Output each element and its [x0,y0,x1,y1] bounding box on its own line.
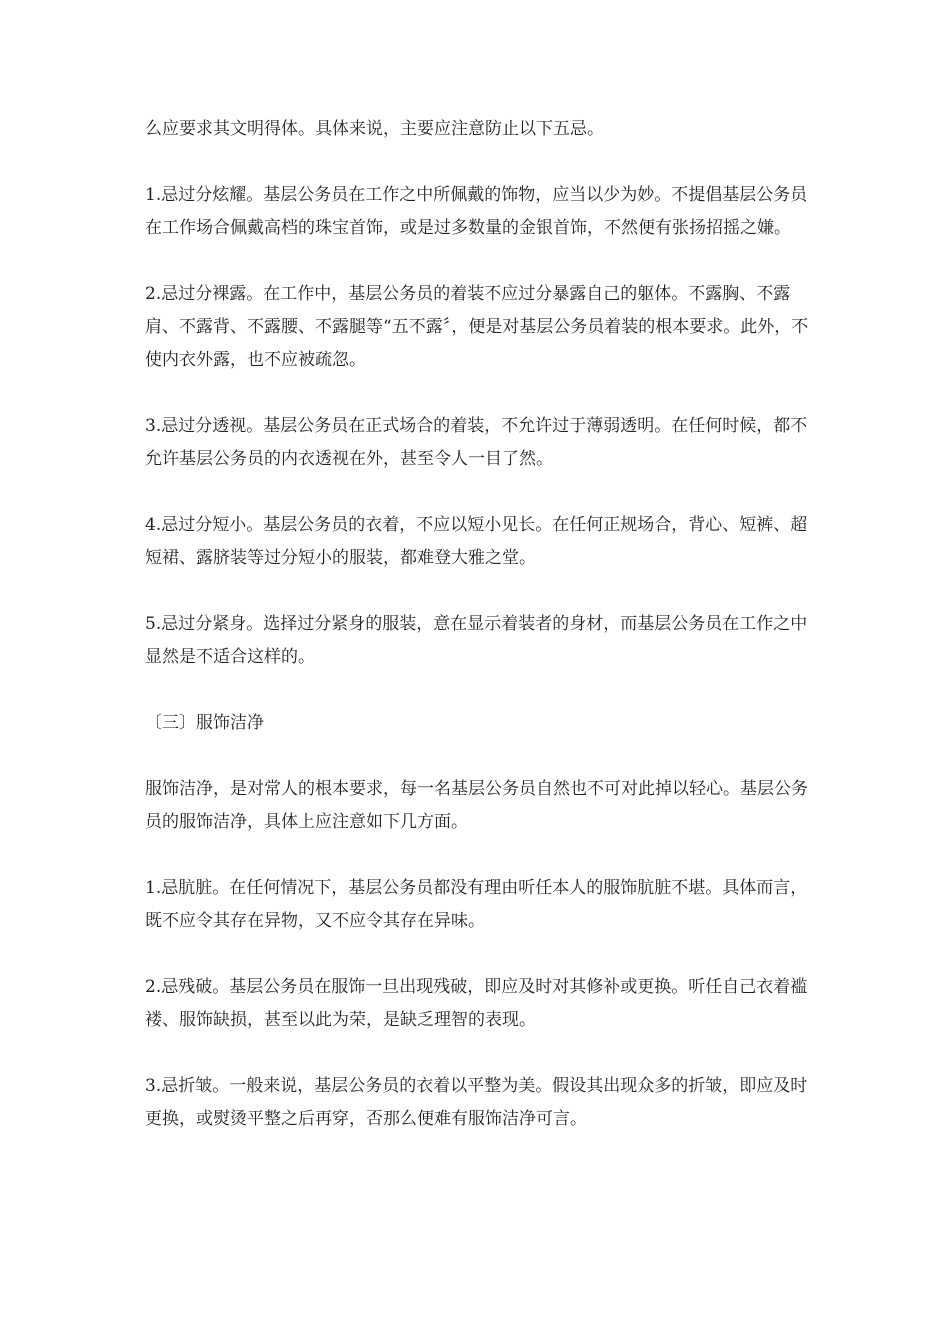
paragraph-clean-1-dirty: 1.忌肮脏。在任何情况下，基层公务员都没有理由听任本人的服饰肮脏不堪。具体而言，既不应令其存在异物，又不应令其存在异味。 [145,878,808,931]
paragraph-taboo-1-flashy: 1.忌过分炫耀。基层公务员在工作之中所佩戴的饰物，应当以少为妙。不提倡基层公务员在工作场合佩戴高档的珠宝首饰，或是过多数量的金银首饰，不然便有张扬招摇之嫌。 [145,185,808,238]
document-body [145,113,815,1136]
paragraph-taboo-5-tight: 5.忌过分紧身。选择过分紧身的服装，意在显示着装者的身材，而基层公务员在工作之中显然是不适合这样的。 [145,614,808,667]
paragraph-taboo-2-exposure: 2.忌过分裸露。在工作中，基层公务员的着装不应过分暴露自己的躯体。不露胸、不露肩、不露背、不露腰、不露腿等“五不露〞，便是对基层公务员着装的根本要求。此外，不使内衣外露，也不应被疏忽。 [145,284,809,370]
paragraph-cleanliness-intro: 服饰洁净，是对常人的根本要求，每一名基层公务员自然也不可对此掉以轻心。基层公务员的服饰洁净，具体上应注意如下几方面。 [145,779,808,832]
paragraph-taboo-4-short: 4.忌过分短小。基层公务员的衣着，不应以短小见长。在任何正规场合，背心、短裤、超短裙、露脐装等过分短小的服装，都难登大雅之堂。 [145,515,808,568]
paragraph-intro: 么应要求其文明得体。具体来说，主要应注意防止以下五忌。 [145,119,604,139]
paragraph-taboo-3-sheer: 3.忌过分透视。基层公务员在正式场合的着装，不允许过于薄弱透明。在任何时候，都不允许基层公务员的内衣透视在外，甚至令人一目了然。 [145,416,808,469]
section-heading: 〔三〕服饰洁净 [145,713,264,733]
paragraph-clean-2-torn: 2.忌残破。基层公务员在服饰一旦出现残破，即应及时对其修补或更换。听任自己衣着褴褛、服饰缺损，甚至以此为荣，是缺乏理智的表现。 [145,977,808,1030]
paragraph-clean-3-wrinkled: 3.忌折皱。一般来说，基层公务员的衣着以平整为美。假设其出现众多的折皱，即应及时更换，或熨烫平整之后再穿，否那么便难有服饰洁净可言。 [145,1076,808,1129]
